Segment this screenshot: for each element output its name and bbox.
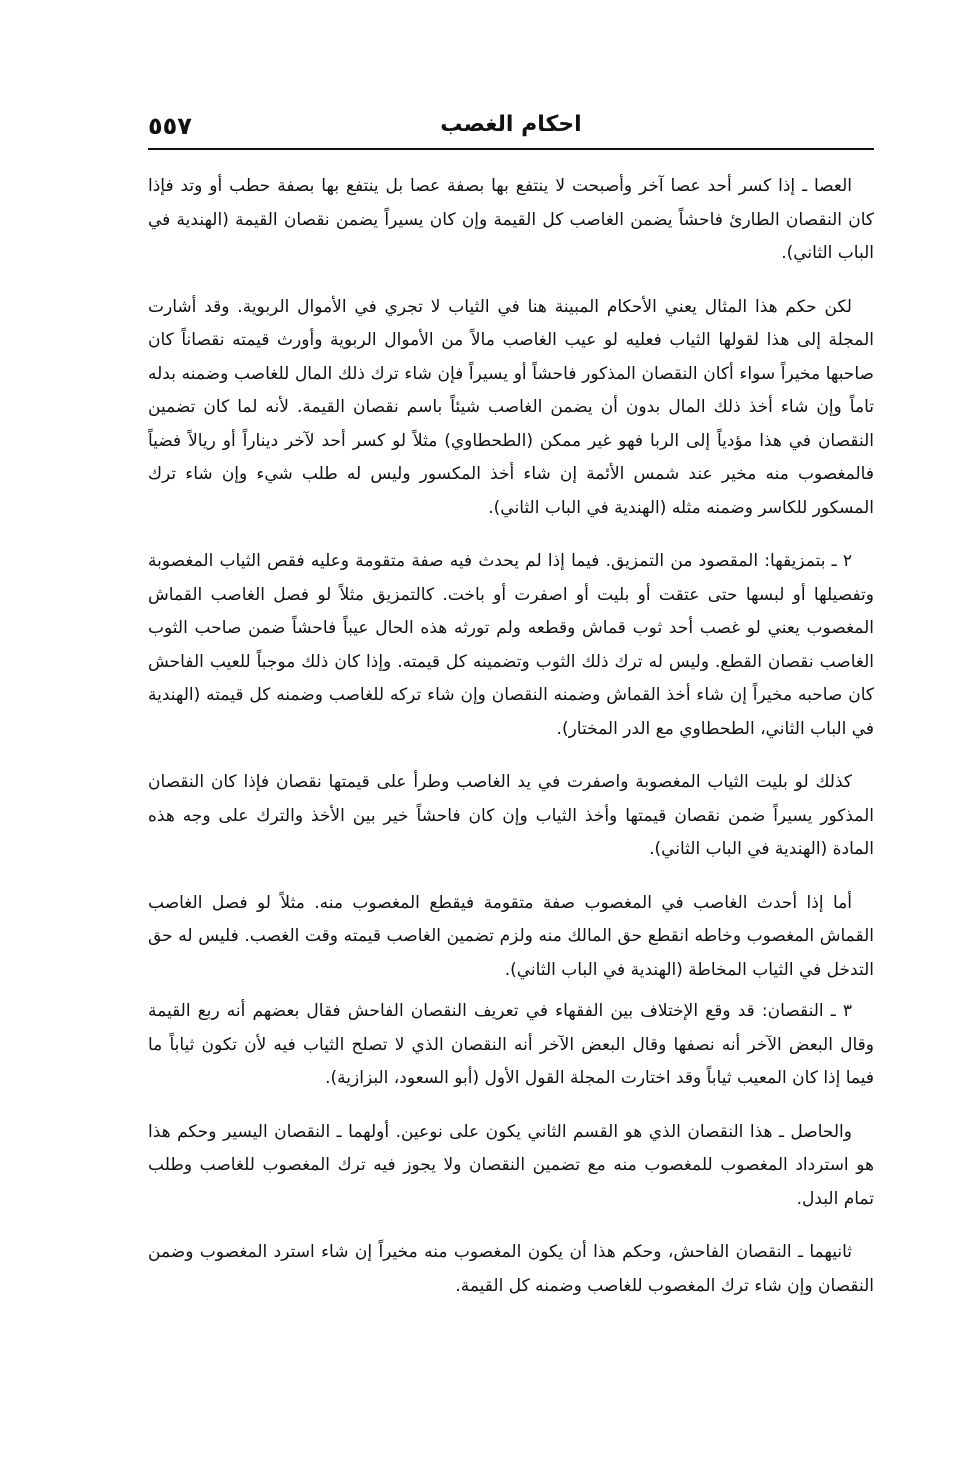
paragraph-usurious-goods: لكن حكم هذا المثال يعني الأحكام المبينة هنا في الثياب لا تجري في الأموال الربوية. وقد أشارت المجلة إلى هذا لقولها الثياب فعليه لو عيب الغاصب مالاً من الأموال الربوية وأورث قيمته نقصاناً كان صاحبها مخيراً سواء أكان النقصان المذكور فاحشاً أو يسيراً فإن شاء ترك ذلك المال للغاصب وضمنه بدله تاماً وإن شاء أخذ ذلك المال بدون أن يضمن الغاصب شيئاً باسم نقصان القيمة. لأنه لما كان تضمين النقصان في هذا مؤدياً إلى الربا فهو غير ممكن (الطحطاوي) مثلاً لو كسر أحد لآخر ديناراً أو ريالاً فضياً فالمغصوب منه مخير عند شمس الأئمة إن شاء أخذ المكسور وليس له طلب شيء وإن شاء ترك المسكور للكاسر وضمنه مثله (الهندية في الباب الثاني). [148,296,874,518]
chapter-title: احكام الغصب [440,112,582,137]
paragraph-gross-loss-definition: ٣ ـ النقصان: قد وقع الإختلاف بين الفقهاء في تعريف النقصان الفاحش فقال بعضهم أنه ربع القيمة وقال البعض الآخر أنه نصفها وقال البعض الآخر أنه النقصان الذي لا تصلح الثياب فيه لأن تكون ثياباً ما فيما إذا كان المعيب ثياباً وقد اختارت المجلة القول الأول (أبو السعود، البزازية). [148,1001,874,1088]
paragraph-tearing: ٢ ـ بتمزيقها: المقصود من التمزيق. فيما إذا لم يحدث فيه صفة متقومة وعليه فقص الثياب المغصوبة وتفصيلها أو لبسها حتى عتقت أو بليت أو اصفرت أو باخت. كالتمزيق مثلاً لو فصل الغاصب القماش المغصوب يعني لو غصب أحد ثوب قماش وقطعه ولم تورثه هذه الحال عيباً فاحشاً ضمن صاحب الثوب الغاصب نقصان القطع. وليس له ترك ذلك الثوب وتضمينه كل قيمته. وإذا كان ذلك موجباً للعيب الفاحش كان صاحبه مخيراً إن شاء أخذ القماش وضمنه النقصان وإن شاء تركه للغاصب وضمنه كل قيمته (الهندية في الباب الثاني، الطحطاوي مع الدر المختار). [148,551,874,739]
paragraph-gross-loss: ثانيهما ـ النقصان الفاحش، وحكم هذا أن يكون المغصوب منه مخيراً إن شاء استرد المغصوب وضمن النقصان وإن شاء ترك المغصوب للغاصب وضمنه كل القيمة. [148,1242,874,1296]
paragraph-staff: العصا ـ إذا كسر أحد عصا آخر وأصبحت لا ينتفع بها بصفة عصا بل ينتفع بها بصفة حطب أو وتد فإذا كان النقصان الطارئ فاحشاً يضمن الغاصب كل القيمة وإن كان يسيراً يضمن نقصان القيمة (الهندية في الباب الثاني). [148,176,874,263]
running-head [148,112,874,142]
page-number: ٥٥٧ [148,112,192,140]
body-text [148,170,874,1323]
paragraph-minor-loss: والحاصل ـ هذا النقصان الذي هو القسم الثاني يكون على نوعين. أولهما ـ النقصان اليسير وحكم هذا هو استرداد المغصوب للمغصوب منه مع تضمين النقصان ولا يجوز فيه ترك المغصوب للغاصب وطلب تمام البدل. [148,1121,874,1209]
header-rule [148,148,874,150]
paragraph-worn-clothes: كذلك لو بليت الثياب المغصوبة واصفرت في يد الغاصب وطرأ على قيمتها نقصان فإذا كان النقصان المذكور يسيراً ضمن نقصان قيمتها وأخذ الثياب وإن كان فاحشاً خير بين الأخذ والترك على وجه هذه المادة (الهندية في الباب الثاني). [148,772,874,859]
paragraph-valued-attribute: أما إذا أحدث الغاصب في المغصوب صفة متقومة فيقطع المغصوب منه. مثلاً لو فصل الغاصب القماش المغصوب وخاطه انقطع حق المالك منه ولزم تضمين الغاصب قيمته وقت الغصب. فليس له حق التدخل في الثياب المخاطة (الهندية في الباب الثاني). [148,892,874,980]
